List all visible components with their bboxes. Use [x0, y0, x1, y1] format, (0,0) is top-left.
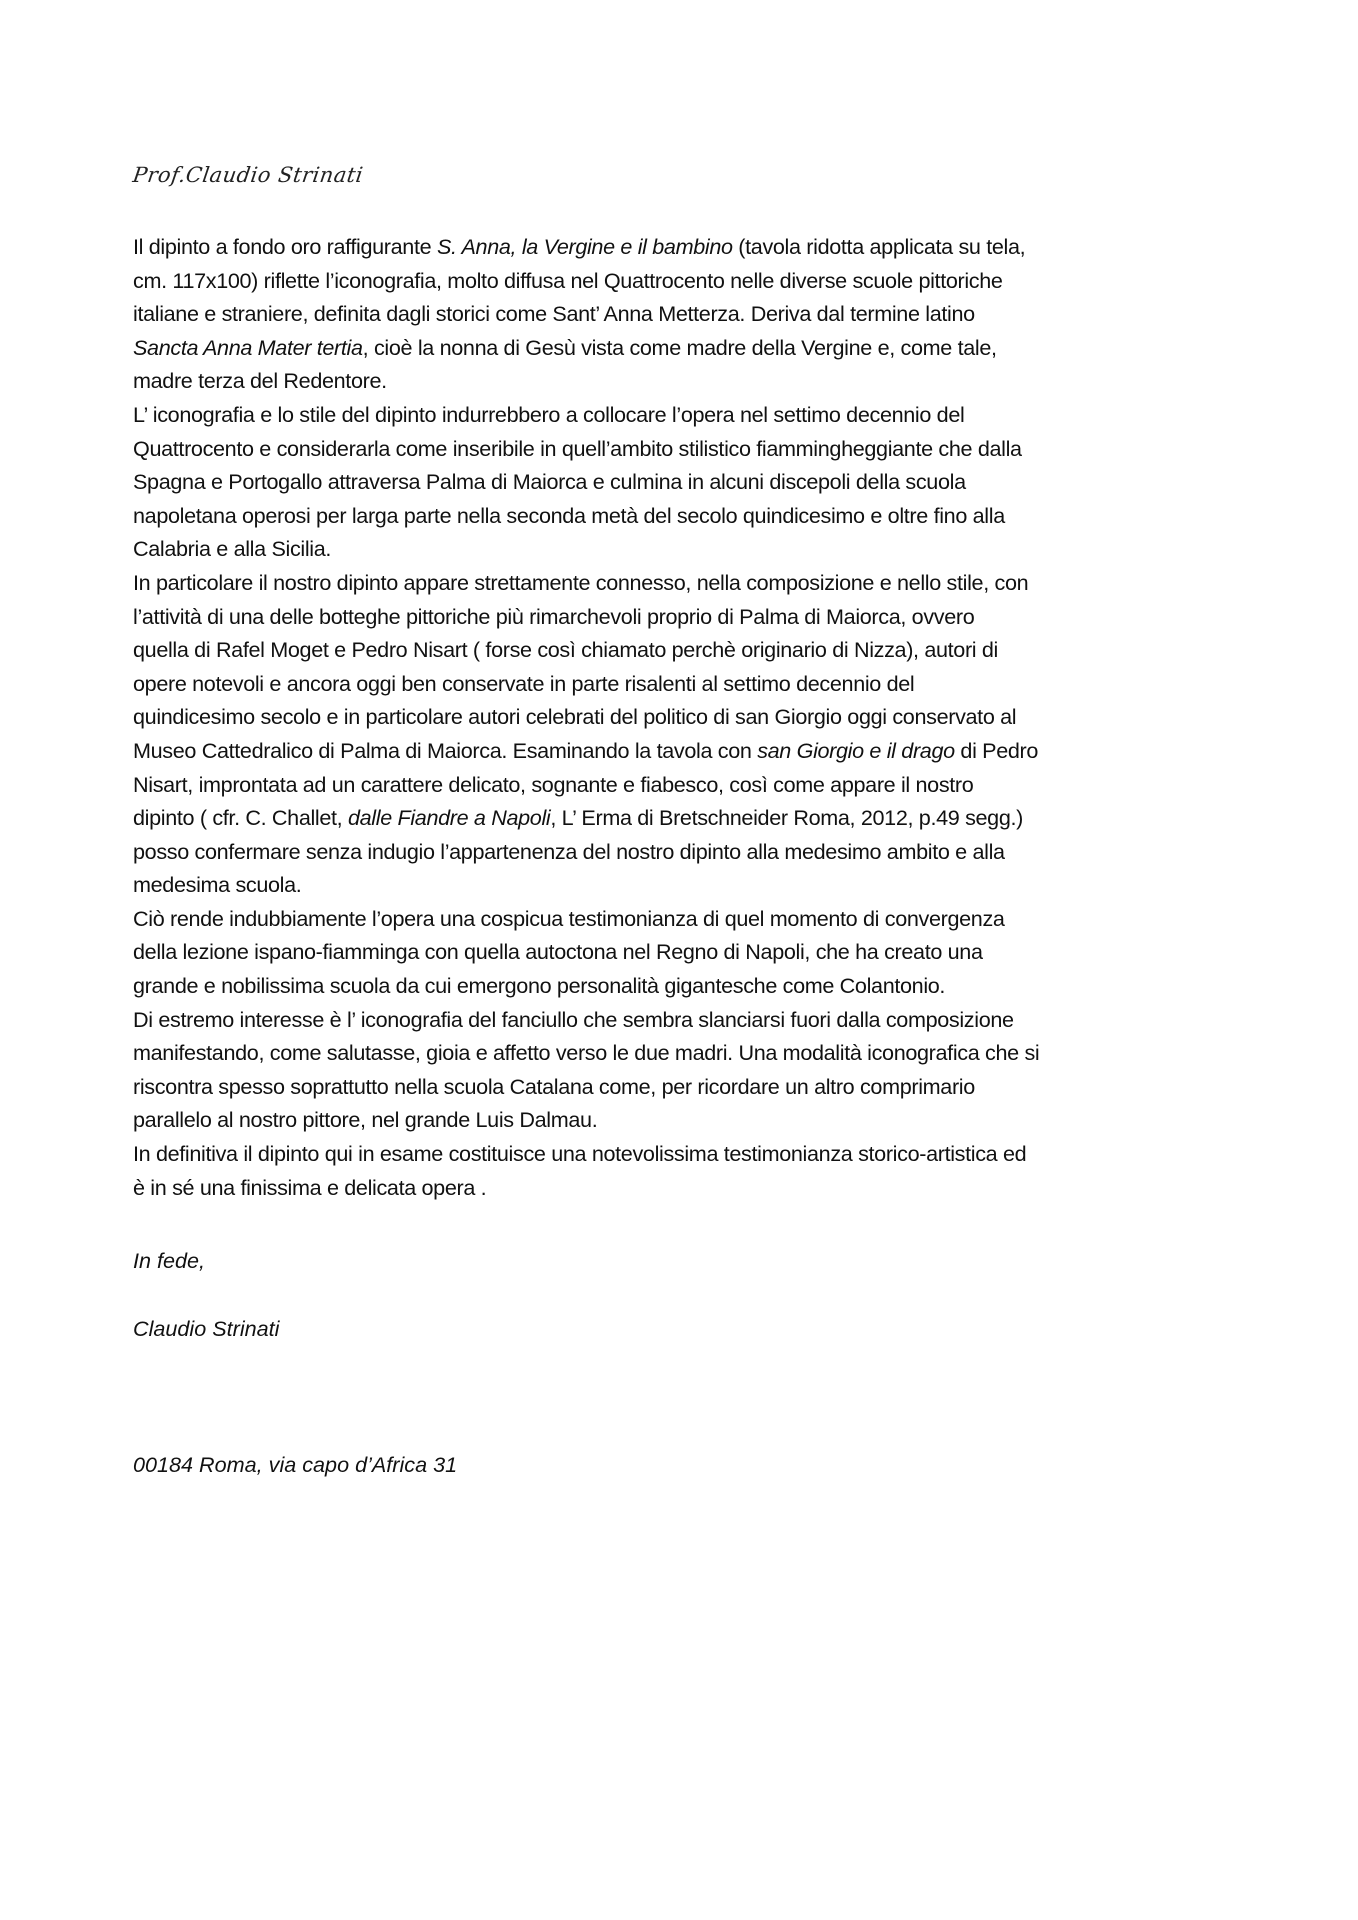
text-run: quella di Rafel Moget e Pedro Nisart ( forse così chiamato perchè originario di Nizza), autori di	[133, 637, 999, 663]
text-line	[133, 667, 1243, 701]
text-run: cm. 117x100) riflette l’iconografia, molto diffusa nel Quattrocento nelle diverse scuole pittoriche	[133, 267, 1003, 293]
italic-title: san Giorgio e il drago	[757, 737, 955, 763]
italic-title: S. Anna, la Vergine e il bambino	[436, 234, 733, 259]
text-run: l’attività di una delle botteghe pittoriche più rimarchevoli proprio di Palma di Maiorca, ovvero	[133, 603, 975, 629]
text-run: madre terza del Redentore.	[133, 368, 387, 394]
text-line	[133, 935, 1243, 969]
text-line	[133, 465, 1243, 499]
text-line	[133, 297, 1243, 331]
closing-salutation: In fede,	[133, 1248, 206, 1273]
text-run: Ciò rende indubbiamente l’opera una cospicua testimonianza di quel momento di convergenza	[133, 905, 1005, 931]
text-run: , cioè la nonna di Gesù vista come madre della Vergine e, come tale,	[362, 334, 997, 360]
text-run: Nisart, improntata ad un carattere delicato, sognante e fiabesco, così come appare il nostro	[133, 771, 974, 797]
text-run: della lezione ispano-fiamminga con quella autoctona nel Regno di Napoli, che ha creato una	[133, 939, 983, 965]
letter-body	[133, 230, 1243, 1204]
text-line	[133, 734, 1243, 768]
text-line	[133, 230, 1243, 264]
text-line	[133, 1137, 1243, 1171]
text-line	[133, 432, 1243, 466]
text-run: medesima scuola.	[133, 872, 302, 898]
text-run: napoletana operosi per larga parte nella seconda metà del secolo quindicesimo e oltre fino alla	[133, 502, 1005, 528]
text-run: Di estremo interesse è l’ iconografia del fanciullo che sembra slanciarsi fuori dalla composizione	[133, 1006, 1014, 1032]
italic-title: Sancta Anna Mater tertia	[133, 334, 363, 360]
text-run: di Pedro	[954, 737, 1039, 763]
text-run: opere notevoli e ancora oggi ben conservate in parte risalenti al settimo decennio del	[133, 670, 915, 696]
sender-address: 00184 Roma, via capo d’Africa 31	[133, 1452, 458, 1477]
text-run: posso confermare senza indugio l’appartenenza del nostro dipinto alla medesimo ambito e alla	[133, 838, 1005, 864]
text-line	[133, 398, 1243, 432]
text-line	[133, 331, 1243, 365]
text-run: (tavola ridotta applicata su tela,	[732, 234, 1026, 259]
text-run: quindicesimo secolo e in particolare autori celebrati del politico di san Giorgio oggi conservato al	[133, 704, 1017, 730]
text-line	[133, 768, 1243, 802]
text-line	[133, 835, 1243, 869]
signature-name: Claudio Strinati	[133, 1316, 280, 1341]
text-line	[133, 532, 1243, 566]
text-run: è in sé una finissima e delicata opera .	[133, 1174, 487, 1200]
text-line	[133, 264, 1243, 298]
text-run: , L’ Erma di Bretschneider Roma, 2012, p.49 segg.)	[550, 805, 1023, 831]
text-run: parallelo al nostro pittore, nel grande Luis Dalmau.	[133, 1107, 598, 1133]
text-run: manifestando, come salutasse, gioia e affetto verso le due madri. Una modalità iconografica che si	[133, 1040, 1040, 1066]
text-line	[133, 1171, 1243, 1205]
text-line	[133, 801, 1243, 835]
text-line	[133, 969, 1243, 1003]
text-line	[133, 868, 1243, 902]
text-run: italiane e straniere, definita dagli storici come Sant’ Anna Metterza. Deriva dal termine latino	[133, 301, 975, 327]
text-run: Museo Cattedralico di Palma di Maiorca. Esaminando la tavola con	[133, 737, 758, 763]
text-run: riscontra spesso soprattutto nella scuola Catalana come, per ricordare un altro comprimario	[133, 1073, 975, 1099]
text-run: dipinto ( cfr. C. Challet,	[133, 805, 348, 831]
text-line	[133, 1003, 1243, 1037]
text-run: In definitiva il dipinto qui in esame costituisce una notevolissima testimonianza storico-artistica ed	[133, 1141, 1027, 1167]
text-line	[133, 364, 1243, 398]
text-line	[133, 1103, 1243, 1137]
text-run: Quattrocento e considerarla come inseribile in quell’ambito stilistico fiammingheggiante che dalla	[133, 435, 1022, 461]
text-run: grande e nobilissima scuola da cui emergono personalità gigantesche come Colantonio.	[133, 973, 946, 999]
italic-title: dalle Fiandre a Napoli	[347, 805, 551, 831]
text-run: Spagna e Portogallo attraversa Palma di Maiorca e culmina in alcuni discepoli della scuola	[133, 469, 966, 495]
text-line	[133, 1036, 1243, 1070]
text-run: In particolare il nostro dipinto appare strettamente connesso, nella composizione e nello stile, con	[133, 569, 1029, 595]
text-line	[133, 1070, 1243, 1104]
text-run: Il dipinto a fondo oro raffigurante	[133, 234, 437, 259]
text-line	[133, 499, 1243, 533]
text-run: Calabria e alla Sicilia.	[133, 536, 332, 562]
text-line	[133, 700, 1243, 734]
text-line	[133, 600, 1243, 634]
text-line	[133, 633, 1243, 667]
text-line	[133, 902, 1243, 936]
letterhead-title: Prof.Claudio Strinati	[131, 163, 365, 187]
text-line	[133, 566, 1243, 600]
text-run: L’ iconografia e lo stile del dipinto indurrebbero a collocare l’opera nel settimo decennio del	[133, 401, 965, 427]
